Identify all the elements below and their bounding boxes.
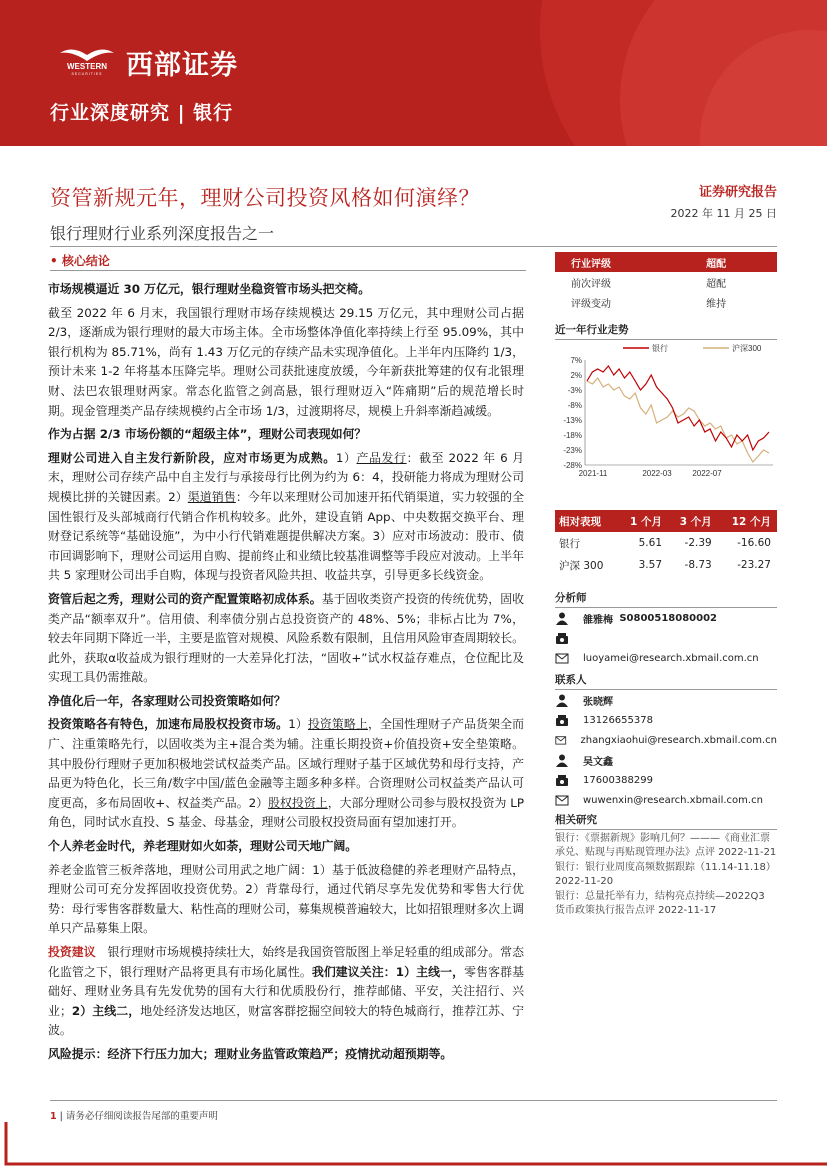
- paragraph: 投资建议 银行理财市场规模持续壮大，始终是我国资管版图上举足轻重的组成部分。常态化监管之下，银行理财产品将更具有市场化属性。我们建议关注：1）主线一，零售客群基础好、理财业务具有先发优势的国有大行和优质股份行，推荐邮储、平安，关注招行、兴业；2）主线二，地处经济发达地区，财富客群挖掘空间较大的特色城商行，推荐江苏、宁波。: [48, 945, 524, 1038]
- x-tick-label: 2021-11: [578, 469, 608, 478]
- legend-label: 银行: [652, 344, 668, 353]
- paragraph: 资管后起之秀，理财公司的资产配置策略初成体系。基于固收类资产投资的传统优势，固收类产品“额率双升”。信用债、利率债分别占总投资资产的 48%、5%；非标占比为 7%，较去年同期下降近一半，主要是监管对规模、风险系数有限制，且信用风险审查周期较长。此外，获取α收益成为银行理财的一大差异化打法，“固收+”试水权益存难点，仓位配比及实现工具仍需推敲。: [48, 591, 524, 685]
- email-icon: [555, 651, 569, 665]
- analyst-name-row: 雒雅梅 S0800518080002: [555, 608, 777, 628]
- y-tick-label: -13%: [563, 416, 582, 425]
- trend-title: 近一年行业走势: [555, 322, 777, 340]
- related-list: [555, 832, 777, 917]
- analyst-email-row: [555, 648, 777, 668]
- analysts-title: 分析师: [555, 590, 777, 608]
- person-icon: [555, 693, 569, 707]
- main-body: [48, 280, 524, 1069]
- contact-phone-row: 17600388299: [555, 770, 777, 790]
- contact-email[interactable]: wuwenxin@research.xbmail.com.cn: [583, 794, 763, 806]
- related-item[interactable]: 银行：银行业周度高频数据跟踪（11.14-11.18） 2022-11-20: [555, 862, 776, 887]
- y-tick-label: -28%: [563, 461, 582, 470]
- y-tick-label: 2%: [570, 371, 582, 380]
- para-heading: 作为占据 2/3 市场份额的“超级主体”，理财公司表现如何？: [48, 427, 367, 442]
- para-heading: 个人养老金时代，养老理财如火如荼，理财公司天地广阔。: [48, 839, 358, 854]
- logo-cn: 西部证券: [126, 50, 238, 81]
- para-heading: 市场规模逼近 30 万亿元，银行理财坐稳资管市场头把交椅。: [48, 282, 371, 296]
- footer: 1 | 请务必仔细阅读报告尾部的重要声明: [50, 1111, 218, 1122]
- email-icon: [555, 793, 569, 807]
- phone-icon: [555, 713, 569, 727]
- rating-table: 行业评级 超配 前次评级 超配 评级变动 维持: [555, 252, 777, 312]
- y-tick-label: -8%: [567, 401, 582, 410]
- svg-text:SECURITIES: SECURITIES: [71, 72, 103, 76]
- report-section: 行业深度研究 | 银行: [50, 102, 234, 124]
- series-line-银行: [587, 366, 769, 450]
- footer-decoration: [0, 1120, 827, 1169]
- contact-name-row: 吴文鑫: [555, 750, 777, 770]
- para-heading: 净值化后一年，各家理财公司投资策略如何？: [48, 693, 286, 708]
- person-icon: [555, 611, 569, 625]
- contact-phone-row: 13126655378: [555, 710, 777, 730]
- contact-email-row: [555, 730, 777, 750]
- analyst-phone-row: [555, 628, 777, 648]
- paragraph: 截至 2022 年 6 月末，我国银行理财市场存续规模达 29.15 万亿元，其中理财公司占据 2/3，逐渐成为银行理财的最大市场主体。全市场整体净值化率持续上行至 95.09%，其中银行机构为 85.71%，尚有 1.43 万亿元的存续产品未实现净值化。上半年内压降约 1/3，预计未来 1-2 年将基本压降完毕。理财公司获批速度放缓，今年新获批筹建的仅有北银理财、法巴农银理财两家。常态化监管之剑高悬，银行理财迈入“阵痛期”后的规范增长时期。现金管理类产品存续规模约占全市场 1/3，过渡期将尽，规模上升斜率渐趋减缓。: [48, 305, 524, 418]
- trend-chart: [555, 340, 777, 485]
- western-securities-logo: [52, 47, 122, 77]
- footer-divider: [50, 1100, 777, 1101]
- series-line-沪深300: [587, 378, 769, 462]
- related-title: 相关研究: [555, 812, 777, 830]
- contact-email-row: [555, 790, 777, 810]
- performance-table: 相对表现 1 个月 3 个月 12 个月 银行 5.61 -2.39 -16.60 沪深 300 3.57 -8.73 -23.27: [555, 510, 777, 576]
- related-item[interactable]: 银行：《票据新规》影响几何？———《商业汇票承兑、贴现与再贴现管理办法》点评 2022-11-21: [555, 833, 777, 858]
- svg-text:WESTERN: WESTERN: [67, 62, 107, 71]
- y-tick-label: 7%: [570, 356, 582, 365]
- report-date: 2022 年 11 月 25 日: [670, 207, 777, 220]
- contacts-title: 联系人: [555, 672, 777, 690]
- divider: [50, 246, 777, 247]
- phone-icon: [555, 773, 569, 787]
- contact-email[interactable]: zhangxiaohui@research.xbmail.com.cn: [580, 734, 777, 746]
- report-subtitle: 银行理财行业系列深度报告之一: [50, 224, 275, 243]
- report-title: 资管新规元年，理财公司投资风格如何演绎？: [50, 186, 480, 210]
- related-item[interactable]: 银行：总量托举有力，结构亮点持续—2022Q3 货币政策执行报告点评 2022-11-17: [555, 891, 765, 916]
- contact-name-row: 张晓辉: [555, 690, 777, 710]
- report-type: 证券研究报告: [698, 185, 777, 200]
- paragraph: 投资策略各有特色，加速布局股权投资市场。1）投资策略上，全国性理财子产品货架全而广、注重策略先行，以固收类为主+混合类为辅。注重长期投资+价值投资+安全垫策略。其中股份行理财子更加积极地尝试权益类产品。区域行理财子基于区域优势和母行支持，产品更为特色化，长三角/数字中国/蓝色金融等主题多种多样。合资理财公司权益类产品认可度更高，多布局固收+、权益类产品。2）股权投资上，大部分理财公司参与股权投资为 LP 角色，同时试水直投、S 基金、母基金，理财公司股权投资局面有望加速打开。: [48, 717, 524, 830]
- y-tick-label: -18%: [563, 431, 582, 440]
- divider: [50, 270, 526, 271]
- x-tick-label: 2022-03: [642, 469, 672, 478]
- analyst-email[interactable]: luoyamei@research.xbmail.com.cn: [583, 652, 759, 664]
- risk-warning: 风险提示：经济下行压力加大；理财业务监管政策趋严；疫情扰动超预期等。: [48, 1046, 453, 1061]
- y-tick-label: -23%: [563, 446, 582, 455]
- legend-label: 沪深300: [732, 344, 762, 353]
- phone-icon: [555, 631, 569, 645]
- section-heading: • 核心结论: [50, 254, 110, 268]
- person-icon: [555, 753, 569, 767]
- x-tick-label: 2022-07: [692, 469, 722, 478]
- sidebar: [555, 252, 777, 917]
- paragraph: 养老金监管三板斧落地，理财公司用武之地广阔：1）基于低波稳健的养老理财产品特点，理财公司可充分发挥固收投资优势。2）背靠母行，通过代销尽享先发优势和零售大行优势：母行零售客群数量大、粘性高的理财公司，募集规模普遍较大，比如招银理财多次上调单只产品募集上限。: [48, 862, 524, 936]
- header-banner: [0, 0, 827, 146]
- email-icon: [555, 733, 567, 747]
- paragraph: 理财公司进入自主发行新阶段，应对市场更为成熟。1）产品发行：截至 2022 年 6 月末，理财公司存续产品中自主发行与承接母行比例为约为 6：4，投研能力将成为理财公司规模比拼的关键因素。2）渠道销售：今年以来理财公司加速开拓代销渠道，实力较强的全国性银行及头部城商行代销合作机构较多。此外，建设直销 App、中央数据交换平台、理财登记系统等“基础设施”，为中小行代销难题提供解决方案。3）应对市场波动：股市、债市回调影响下，理财公司运用自购、提前终止和业绩比较基准调整等手段应对波动。上半年共 5 家理财公司出手自购，体现与投资者风险共担、收益共享，引导更多长线资金。: [48, 450, 524, 583]
- y-tick-label: -3%: [567, 386, 582, 395]
